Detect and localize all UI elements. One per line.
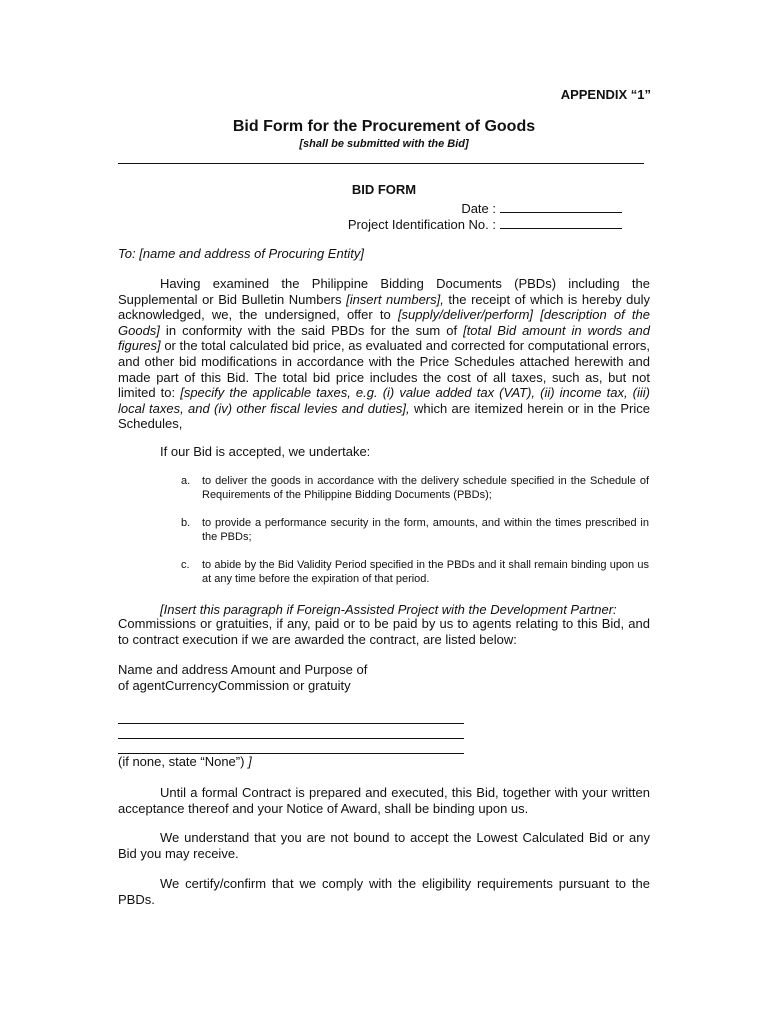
offer-text-4: or the total calculated bid price, as evaluated and corrected for computational errors, and other bid modifications in accordance with the Price Schedules attached herewith and made part of this Bid. The total bid price includes the cost of all taxes, such as, but not limited to: <box>118 338 650 401</box>
undertake-paragraph: If our Bid is accepted, we undertake: <box>160 444 371 459</box>
offer-insert-numbers: [insert numbers], <box>346 291 444 307</box>
appendix-label: APPENDIX “1” <box>560 87 651 102</box>
project-id-label: Project Identification No. : <box>347 217 496 232</box>
date-blank <box>500 201 622 213</box>
offer-paragraph <box>118 276 650 432</box>
offer-text-1: Having examined the Philippine Bidding Documents (PBDs) including the Supplemental or Bid Bulletin Numbers <box>118 276 650 307</box>
agent-entry-line <box>118 738 464 739</box>
agent-header-line-1: Name and address Amount and Purpose of <box>118 662 368 677</box>
list-text: to deliver the goods in accordance with the delivery schedule specified in the Schedule of Requirements of the Philippine Bidding Documents (PBDs); <box>202 475 649 501</box>
list-text: to provide a performance security in the form, amounts, and within the times prescribed in the PBDs; <box>202 517 649 543</box>
project-id-field-row <box>348 217 622 232</box>
list-item <box>181 474 649 502</box>
offer-insert-taxes: [specify the applicable taxes, e.g. (i) value added tax (VAT), (ii) income tax, (iii) local taxes, and (iv) other fiscal levies and duties], <box>118 385 650 416</box>
title-divider <box>118 163 644 164</box>
document-subtitle: [shall be submitted with the Bid] <box>299 138 469 150</box>
lowest-bid-paragraph: We understand that you are not bound to accept the Lowest Calculated Bid or any Bid you may receive. <box>118 830 650 861</box>
date-label: Date : <box>461 201 496 216</box>
list-marker: c. <box>181 559 190 571</box>
list-item <box>181 516 649 544</box>
eligibility-paragraph: We certify/confirm that we comply with the eligibility requirements pursuant to the PBDs. <box>118 876 650 907</box>
date-field-row <box>461 201 622 216</box>
offer-insert-goods: [supply/deliver/perform] [description of the Goods] <box>118 307 650 338</box>
list-marker: a. <box>181 475 191 487</box>
if-none-bracket: ] <box>248 754 252 769</box>
offer-text-2: the receipt of which is hereby duly acknowledged, we, the undersigned, offer to <box>118 291 651 323</box>
agent-table-header <box>118 662 367 694</box>
insert-instruction: [Insert this paragraph if Foreign-Assisted Project with the Development Partner: <box>160 602 617 617</box>
offer-insert-amount: [total Bid amount in words and figures] <box>118 322 650 354</box>
project-id-blank <box>500 217 622 229</box>
list-text: to abide by the Bid Validity Period specified in the PBDs and it shall remain binding upon us at any time before the expiration of that period. <box>202 559 649 585</box>
list-item <box>181 558 649 586</box>
document-title: Bid Form for the Procurement of Goods <box>232 118 536 135</box>
if-none-note <box>118 754 252 769</box>
offer-text-5: which are itemized herein or in the Price Schedules, <box>118 400 650 432</box>
agent-header-line-2: of agentCurrencyCommission or gratuity <box>118 678 351 693</box>
list-marker: b. <box>181 517 191 529</box>
addressee-line: To: [name and address of Procuring Entity] <box>118 246 364 261</box>
bid-form-heading: BID FORM <box>351 182 417 197</box>
agent-entry-line <box>118 723 464 724</box>
binding-paragraph: Until a formal Contract is prepared and executed, this Bid, together with your written acceptance thereof and your Notice of Award, shall be binding upon us. <box>118 785 650 816</box>
commissions-paragraph: Commissions or gratuities, if any, paid or to be paid by us to agents relating to this Bid, and to contract execution if we are awarded the contract, are listed below: <box>118 616 650 647</box>
if-none-text: (if none, state “None”) <box>118 754 249 769</box>
offer-text-3: in conformity with the said PBDs for the sum of <box>159 322 464 338</box>
